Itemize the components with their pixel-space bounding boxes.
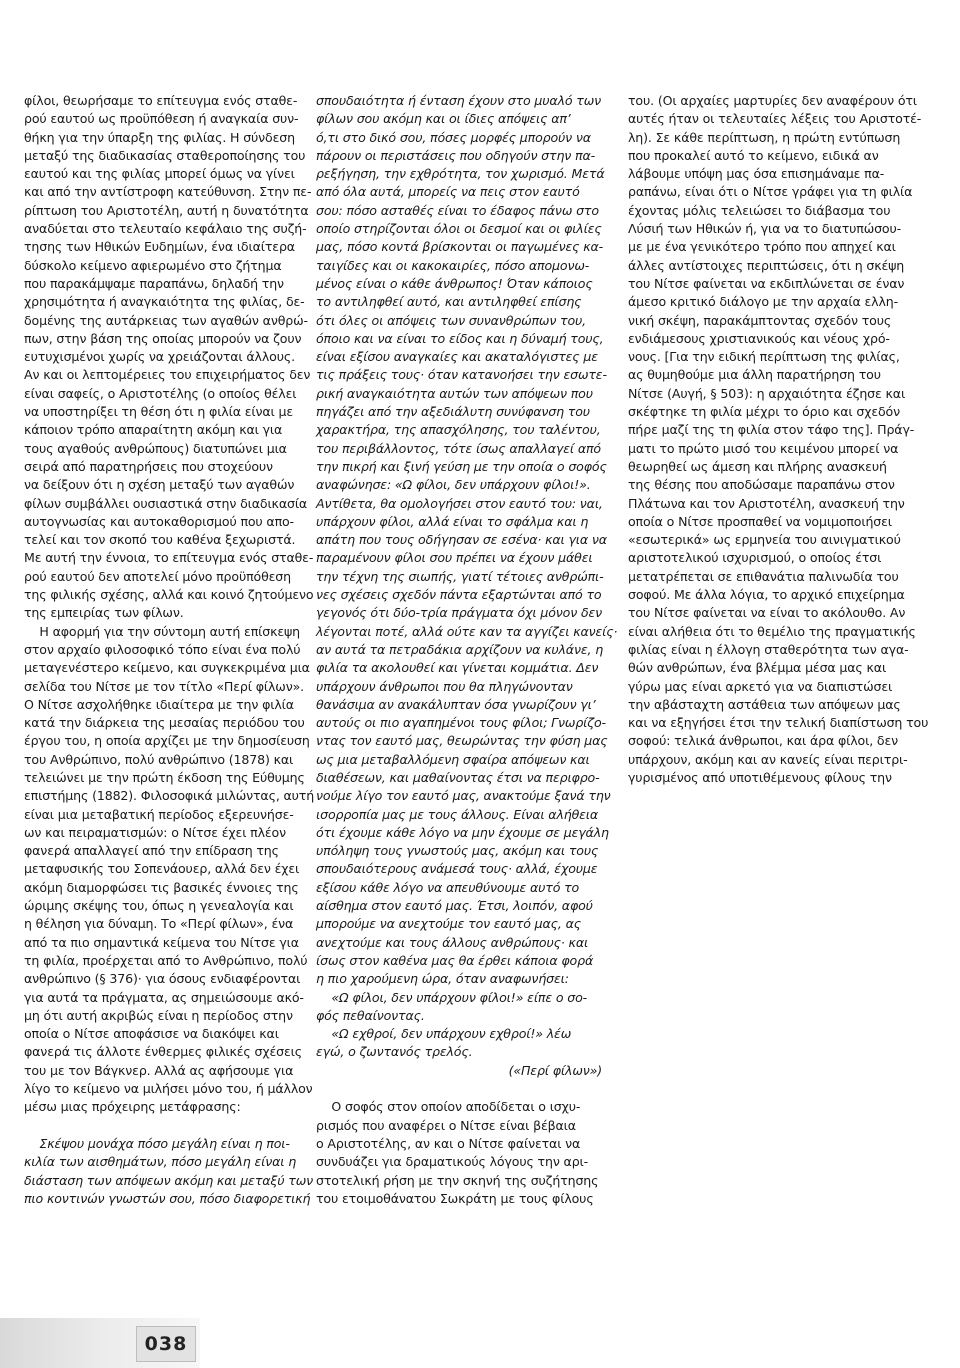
text-line: Αν και οι λεπτομέρειες του επιχειρήματος δεν (24, 367, 311, 383)
text-line: θήκη για την ύπαρξη της φιλίας. Η σύνδεση (24, 129, 295, 145)
text-line: δομένης της αυτάρκειας των αγαθών ανθρώ- (24, 312, 308, 328)
quoted-text-line: μένος είναι ο κάθε άνθρωπος! Όταν κάποιος (316, 275, 593, 291)
quoted-text-line: διαθέσεων, και μαθαίνοντας έτσι να περιφρο- (316, 769, 600, 785)
text-line: ματι το πρώτο μισό του κειμένου μπορεί να (628, 440, 899, 456)
quoted-text-line: φός πεθαίνοντας. (316, 1007, 425, 1023)
quoted-text-line: παραμένουν φίλοι σου πρέπει να έχουν μάθει (316, 550, 593, 566)
text-line: θών ανθρώπων, ένα βλέμμα μέσα μας και (628, 660, 887, 676)
quoted-text-line: ως μια μεταβαλλόμενη σφαίρα απόψεων και (316, 751, 590, 767)
text-column-middle (316, 92, 618, 1208)
quoted-text-line: ντας τον εαυτό μας, θεωρώντας την φύση μας (316, 733, 608, 749)
quoted-text-line: αίσθημα στον εαυτό μας. Έτσι, λοιπόν, αφού (316, 898, 593, 914)
text-line: ας θυμηθούμε μια άλλη παρατήρηση του (628, 367, 881, 383)
text-line: άλλες αντίστοιχες περιπτώσεις, ότι η σκέψη (628, 257, 905, 273)
text-line: αναδύεται στο τελευταίο κεφάλαιο της συζή- (24, 221, 307, 237)
text-line: του Νίτσε φαίνεται να είναι το ακόλουθο. Αν (628, 605, 906, 621)
text-line: του ετοιμοθάνατου Σωκράτη με τους φίλους (316, 1190, 594, 1206)
quoted-text-line: υπάρχουν φίλοι, αλλά είναι το σφάλμα και η (316, 513, 589, 529)
text-line: λίγο το κείμενο να μιλήσει μόνο του, ή μάλλον (24, 1081, 313, 1097)
quoted-text-line: («Περί φίλων») (508, 1062, 602, 1078)
quoted-text-line: λέγονται ποτέ, αλλά ούτε καν τα αγγίζει κανείς· (316, 623, 618, 639)
text-line: υπάρχουν, ακόμη και αν κανείς είναι περιτρι- (628, 751, 908, 767)
quoted-text-line: εγώ, ο ζωντανός τρελός. (316, 1044, 473, 1060)
quoted-text-line: απάτη που τους οδήγησαν σε εσένα· και για να (316, 532, 607, 548)
text-line: μέσω μιας πρόχειρης μετάφρασης: (24, 1099, 241, 1115)
text-line: μεταφυσικής του Σοπενάουερ, αλλά δεν έχει (24, 861, 300, 877)
text-line: έργου του, η οποία αρχίζει με την δημοσίευση (24, 733, 310, 749)
text-line: ακόμη διαμορφώσει τις βασικές έννοιες της (24, 879, 299, 895)
text-line: φανερά τις άλλοτε ένθερμες φιλικές σχέσεις (24, 1044, 302, 1060)
quoted-text-line: οποίο στηρίζονται όλοι οι δεσμοί και οι φιλίες (316, 221, 602, 237)
text-line: σειρά από παρατηρήσεις που στοχεύουν (24, 458, 273, 474)
text-line: δύσκολο κείμενο αφιερωμένο στο ζήτημα (24, 257, 282, 273)
text-line: ανθρώπινο (§ 376)· για όσους ενδιαφέρονται (24, 971, 301, 987)
text-line: φίλοι, θεωρήσαμε το επίτευγμα ενός σταθε- (24, 93, 298, 108)
quoted-text-line: όποιο και να είναι το είδος και η δύναμή τους, (316, 330, 604, 346)
text-line: ρού εαυτού δεν αποτελεί μόνο προϋπόθεση (24, 568, 291, 584)
text-line: ραπάνω, είναι ότι ο Νίτσε γράφει για τη φιλία (628, 184, 913, 200)
text-column-left (24, 92, 315, 1208)
quoted-text-line: τις πράξεις τους· όταν κατανοήσει την εσωτε- (316, 367, 607, 383)
text-line: είναι μια μεταβατική περίοδος εξερευνήσε- (24, 806, 294, 822)
text-line: ευτυχισμένοι χωρίς να χρειάζονται άλλους. (24, 349, 295, 365)
text-line: μετατρέπεται σε επιθανάτια παλινωδία του (628, 568, 899, 584)
text-line: ρού εαυτού ως προϋπόθεση ή αναγκαία συν- (24, 111, 299, 127)
text-line: ο Αριστοτέλης, αν και ο Νίτσε φαίνεται να (316, 1135, 581, 1151)
text-line: έχοντας μόλις τελειώσει το διάβασμα του (628, 202, 891, 218)
quoted-text-line: νούμε λίγο τον εαυτό μας, ανακτούμε ξανά την (316, 788, 611, 804)
text-line: νική σκέψη, παρακάμπτοντας σχεδόν τους (628, 312, 892, 328)
quoted-text-line: νες σχέσεις σχεδόν πάντα εξαρτώνται από το (316, 587, 602, 603)
text-line: Λύσιή των Ηθικών ή, για να το διατυπώσου- (628, 221, 902, 237)
text-line: η θέληση για δύναμη. Το «Περί φίλων», ένα (24, 916, 294, 932)
text-line: φιλίας είναι η έλλογη σταθερότητα των αγα- (628, 641, 909, 657)
text-line: κατά την διάρκεια της μεσαίας περιόδου του (24, 715, 305, 731)
quoted-text-line: εξίσου κάθε λόγο να απευθύνουμε αυτό το (316, 879, 580, 895)
text-line: σελίδα του Νίτσε με τον τίτλο «Περί φίλων». (24, 678, 304, 694)
text-line: ώριμης σκέψης του, όπως η γενεαλογία και (24, 898, 294, 914)
quoted-text-line: «Ω εχθροί, δεν υπάρχουν εχθροί!» λέω (316, 1026, 572, 1042)
quoted-text-line: ίσως στον καθένα μας θα έρθει κάποια φορά (316, 952, 594, 968)
quoted-text-line: «Ω φίλοι, δεν υπάρχουν φίλοι!» είπε ο σο- (316, 989, 588, 1005)
quoted-text-line: μας, πόσο κοντά βρίσκονται οι παγωμένες κα- (316, 239, 604, 255)
text-line: Πλάτωνα και τον Αριστοτέλη, ανασκευή την (628, 495, 905, 511)
quoted-text-line: ό,τι στο δικό σου, πόσες μορφές μπορούν να (316, 129, 591, 145)
text-line: του με τον Βάγκνερ. Αλλά ας αφήσουμε για (24, 1062, 294, 1078)
text-line: ενδιάμεσους χριστιανικούς και νέους χρό- (628, 330, 890, 346)
quoted-text-line: υπόληψη τους γνωστούς μας, ακόμη και τους (316, 843, 599, 859)
text-line: αυτογνωσίας και αυτοκαθορισμού που απο- (24, 513, 294, 529)
quoted-text-line: αυτούς οι πιο αγαπημένοι τους φίλοι; Γνωρίζο- (316, 715, 606, 731)
text-line: του. (Οι αρχαίες μαρτυρίες δεν αναφέρουν ότι (628, 93, 917, 108)
text-line: είναι αλήθεια ότι το θεμέλιο της πραγματικής (628, 623, 916, 639)
text-line: του Νίτσε φαίνεται να εκδιπλώνεται σε έναν (628, 275, 905, 291)
text-line: αυτές ήταν οι τελευταίες λέξεις του Αριστοτέ- (628, 111, 922, 127)
quoted-text-line: την τέχνη της σιωπής, γιατί τέτοιες ανθρώπι- (316, 568, 604, 584)
text-line: Ο Νίτσε ασχολήθηκε ιδιαίτερα με την φιλία (24, 696, 294, 712)
text-line: τελειώνει με την πρώτη έκδοση της Εύθυμης (24, 769, 305, 785)
text-line: Νίτσε (Αυγή, § 503): η αρχαιότητα έζησε και (628, 385, 906, 401)
quoted-text-line: πιο κοντινών γνωστών σου, πόσο διαφορετική (24, 1190, 311, 1206)
text-line: ρισμός που αναφέρει ο Νίτσε είναι βέβαια (316, 1117, 576, 1133)
quoted-text-line: πάρουν οι περιστάσεις που οδηγούν στην πα- (316, 147, 595, 163)
quoted-text-line: ρική αναγκαιότητα αυτών των απόψεων που (316, 385, 593, 401)
text-line: πήρε μαζί της τη φιλία στον τάφο της]. Πράγ- (628, 422, 915, 438)
text-line: της φιλικής σχέσης, αλλά και κοινό ζητούμενο (24, 587, 314, 603)
text-line: μεταξύ της διαδικασίας σταθεροποίησης του (24, 147, 306, 163)
quoted-text-line: ρεξήγηση, την εχθρότητα, τον χωρισμό. Μετά (316, 166, 605, 182)
quoted-text-line: ταιγίδες και οι κακοκαιρίες, πόσο απομονω- (316, 257, 590, 273)
text-line: οποία ο Νίτσε αποφάσισε να διακόψει και (24, 1026, 279, 1042)
text-line: της εμπειρίας των φίλων. (24, 605, 184, 621)
quoted-text-line: σπουδαιότητα ή ένταση έχουν στο μυαλό των (316, 93, 601, 108)
quoted-text-line: αναφώνησε: «Ω φίλοι, δεν υπάρχουν φίλοι!». (316, 477, 591, 493)
text-line: σοφού: τελικά άνθρωποι, και άρα φίλοι, δεν (628, 733, 899, 749)
quoted-text-line: σου: πόσο ασταθές είναι το έδαφος πάνω στο (316, 202, 599, 218)
quoted-text-line: πηγάζει από την αξεδιάλυτη συνύφανση του (316, 404, 590, 420)
text-line: λάβουμε υπόψη μας όσα επισημάναμε πα- (628, 166, 885, 182)
text-line: σοφού. Με άλλα λόγια, το αρχικό επιχείρημα (628, 587, 905, 603)
quoted-text-line: το αντιληφθεί αυτό, και αντιληφθεί επίσης (316, 294, 582, 310)
quoted-text-line: ότι όλες οι απόψεις των συνανθρώπων του, (316, 312, 587, 328)
text-line: και να εξηγήσει έτσι την τελική διαπίστωση του (628, 715, 929, 731)
quoted-text-line: ανεχτούμε και τους άλλους ανθρώπους· και (316, 934, 589, 950)
quoted-text-line: σπουδαιότερους ανάμεσά τους· αλλά, έχουμε (316, 861, 598, 877)
quoted-text-line: Αντίθετα, θα ομολογήσει στον εαυτό του: ναι, (316, 495, 603, 511)
text-line: και από την αντίστροφη κατεύθυνση. Στην πε- (24, 184, 312, 200)
text-line: θεωρηθεί ως άμεση και πλήρης ανασκευή (628, 458, 887, 474)
text-line: άμεσο κριτικό διάλογο με την αρχαία ελλη- (628, 294, 899, 310)
text-line: εαυτού και της φιλίας μπορεί όμως να γίνει (24, 166, 295, 182)
text-line: τελεί και τον σκοπό του καθένα ξεχωριστά. (24, 532, 296, 548)
text-line: κάποιον τρόπο απαραίτητη ακόμη και για (24, 422, 283, 438)
text-line: Με αυτή την έννοια, το επίτευγμα ενός σταθε- (24, 550, 314, 566)
text-line: για αυτά τα πράγματα, ας σημειώσουμε ακό- (24, 989, 304, 1005)
text-line: Η αφορμή για την σύντομη αυτή επίσκεψη (24, 623, 301, 639)
text-line: οποία ο Νίτσε προσπαθεί να νομιμοποιήσει (628, 513, 892, 529)
text-line: νους. [Για την ειδική περίπτωση της φιλίας, (628, 349, 900, 365)
quoted-text-line: την πικρή και ξινή γεύση με την οποία ο σοφός (316, 458, 607, 474)
text-line: μη ότι αυτή ακριβώς είναι η περίοδος στην (24, 1007, 293, 1023)
quoted-text-line: χαρακτήρα, της απασχόλησης, του ταλέντου, (316, 422, 601, 438)
paragraph-gap (316, 1080, 602, 1098)
text-line: τη φιλία, προέρχεται από το Ανθρώπινο, πολύ (24, 952, 308, 968)
text-line: πων, στην βάση της οποίας μπορούν να ζουν (24, 330, 302, 346)
quoted-text-line: Σκέψου μονάχα πόσο μεγάλη είναι η ποι- (24, 1135, 290, 1151)
quoted-text-line: είναι εξίσου αναγκαίες και ακαταλόγιστες με (316, 349, 598, 365)
text-column-right (628, 92, 929, 787)
text-line: επιστήμης (1882). Φιλοσοφικά μιλώντας, αυτή (24, 788, 315, 804)
quoted-text-line: ότι έχουμε κάθε λόγο να μην έχουμε σε μεγάλη (316, 824, 609, 840)
quoted-text-line: αν αυτά τα πετραδάκια αρχίζουν να κυλάνε, η (316, 641, 604, 657)
text-line: λη). Σε κάθε περίπτωση, η πρώτη εντύπωση (628, 129, 901, 145)
quoted-text-line: η πιο χαρούμενη ώρα, όταν αναφωνήσει: (316, 971, 569, 987)
page-number: 038 (136, 1326, 196, 1362)
text-line: να υποστηρίξει τη θέση ότι η φιλία είναι με (24, 404, 294, 420)
quoted-text-line: μπορούμε να ανεχτούμε τον εαυτό μας, ας (316, 916, 582, 932)
text-line: φίλων συμβάλλει ουσιαστικά στην διαδικασία (24, 495, 308, 511)
quoted-text-line: φίλων σου ακόμη και οι ίδιες απόψεις απ’ (316, 111, 571, 127)
quoted-text-line: γεγονός ότι δύο-τρία πράγματα όχι μόνον δεν (316, 605, 603, 621)
text-line: σκέφτηκε τη φιλία μέχρι το όριο και σχεδόν (628, 404, 900, 420)
quoted-text-line: φιλία τα ακολουθεί και γίνεται κομμάτια. Δεν (316, 660, 599, 676)
text-line: φανερά απαλλαγεί από την επίδραση της (24, 843, 279, 859)
text-line: συνδυάζει για δραματικούς λόγους την αρι- (316, 1154, 589, 1170)
quoted-text-line: από όλα αυτά, μπορείς να πεις στον εαυτό (316, 184, 580, 200)
text-line: να δείξουν ότι η σχέση μεταξύ των αγαθών (24, 477, 295, 493)
quoted-text-line: ισορροπία μας με τους άλλους. Είναι αλήθεια (316, 806, 599, 822)
text-line: με με ένα γενικότερο τρόπο που απηχεί και (628, 239, 896, 255)
text-line: ρίπτωση του Αριστοτέλη, αυτή η δυνατότητα (24, 202, 309, 218)
text-line: στοτελική ρήση με την σκηνή της συζήτησης (316, 1172, 599, 1188)
text-line: γυρισμένος από υποτιθέμενους φίλους την (628, 769, 892, 785)
text-line: Ο σοφός στον οποίον αποδίδεται ο ισχυ- (316, 1099, 581, 1115)
text-line: που προκαλεί αυτό το κείμενο, ειδικά αν (628, 147, 879, 163)
text-line: τους αγαθούς ανθρώπους) διατυπώνει μια (24, 440, 287, 456)
text-line: τησης των Ηθικών Ευδημίων, ένα ιδιαίτερα (24, 239, 295, 255)
text-line: της θέσης που αποδώσαμε παραπάνω στον (628, 477, 895, 493)
quoted-text-line: κιλία των αισθημάτων, πόσο μεγάλη είναι η (24, 1154, 297, 1170)
quoted-text-line: του περιβάλλοντος, τότε ίσως απαλλαγεί από (316, 440, 601, 456)
text-line: από τα πιο σημαντικά κείμενα του Νίτσε για (24, 934, 299, 950)
text-line: γύρω μας είναι αρκετό για να διαπιστώσει (628, 678, 893, 694)
quoted-text-line: υπάρχουν άνθρωποι που θα πληγώνονταν (316, 678, 573, 694)
text-line: αριστοτελικού ισχυρισμού, ο οποίος έτσι (628, 550, 882, 566)
text-line: είναι σαφείς, ο Αριστοτέλης (ο οποίος θέλει (24, 385, 297, 401)
quoted-text-line: θανάσιμα αν ανακάλυπταν όσα γνωρίζουν γι’ (316, 696, 596, 712)
text-line: στον αρχαίο φιλοσοφικό τόπο είναι ένα πολύ (24, 641, 301, 657)
paragraph-gap (24, 1117, 282, 1135)
quoted-text-line: διάσταση των απόψεων ακόμη και μεταξύ των (24, 1172, 313, 1188)
text-line: «εσωτερικά» ως ερμηνεία του αινιγματικού (628, 532, 901, 548)
text-line: χρησιμότητα ή αναγκαιότητα της φιλίας, δε- (24, 294, 305, 310)
text-line: που παρακάμψαμε παραπάνω, δηλαδή την (24, 275, 284, 291)
text-line: μεταγενέστερο κείμενο, και συγκεκριμένα μια (24, 660, 310, 676)
text-line: του Ανθρώπινο, πολύ ανθρώπινο (1878) και (24, 751, 294, 767)
text-line: την αβάσταχτη αστάθεια των απόψεων μας (628, 696, 901, 712)
text-line: ων και πειραματισμών: ο Νίτσε έχει πλέον (24, 824, 286, 840)
